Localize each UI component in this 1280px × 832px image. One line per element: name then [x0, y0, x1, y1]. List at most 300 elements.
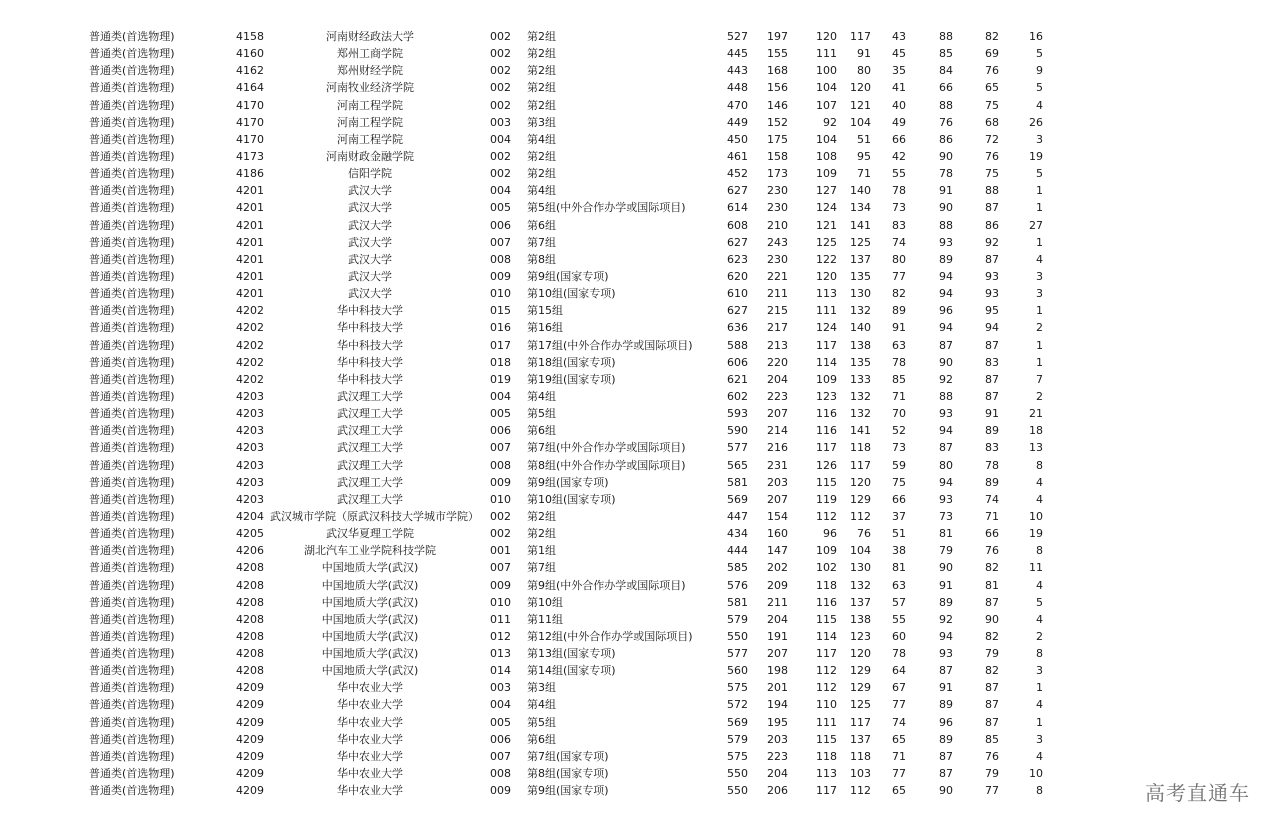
score-b-cell: 92 [823, 115, 837, 129]
group-code-cell: 005 [490, 407, 511, 421]
category-cell: 普通类(首选物理) [89, 595, 175, 609]
group-code-cell: 004 [490, 698, 511, 712]
school-name-cell: 武汉大学 [348, 269, 392, 283]
school-name-cell: 河南工程学院 [337, 132, 403, 146]
score-d-cell: 78 [892, 355, 906, 369]
group-name-cell: 第7组(国家专项) [527, 749, 609, 763]
count-cell: 1 [1036, 681, 1043, 695]
total-score-cell: 608 [727, 218, 748, 232]
school-code-cell: 4208 [236, 561, 264, 575]
score-c-cell: 120 [850, 81, 871, 95]
group-code-cell: 002 [490, 167, 511, 181]
table-row [0, 525, 1280, 542]
score-e-cell: 88 [939, 389, 953, 403]
table-row [0, 542, 1280, 559]
score-c-cell: 133 [850, 372, 871, 386]
score-f-cell: 91 [985, 407, 999, 421]
total-score-cell: 572 [727, 698, 748, 712]
score-a-cell: 191 [767, 629, 788, 643]
group-code-cell: 004 [490, 389, 511, 403]
score-a-cell: 214 [767, 424, 788, 438]
score-e-cell: 84 [939, 64, 953, 78]
score-c-cell: 125 [850, 698, 871, 712]
score-a-cell: 230 [767, 184, 788, 198]
table-row [0, 234, 1280, 251]
table-row [0, 165, 1280, 182]
category-cell: 普通类(首选物理) [89, 321, 175, 335]
table-row [0, 388, 1280, 405]
category-cell: 普通类(首选物理) [89, 629, 175, 643]
school-name-cell: 河南工程学院 [337, 98, 403, 112]
category-cell: 普通类(首选物理) [89, 218, 175, 232]
group-name-cell: 第8组(中外合作办学或国际项目) [527, 458, 686, 472]
school-code-cell: 4162 [236, 64, 264, 78]
category-cell: 普通类(首选物理) [89, 458, 175, 472]
score-c-cell: 140 [850, 184, 871, 198]
table-row [0, 714, 1280, 731]
group-code-cell: 007 [490, 235, 511, 249]
total-score-cell: 448 [727, 81, 748, 95]
count-cell: 4 [1036, 612, 1043, 626]
score-a-cell: 175 [767, 132, 788, 146]
score-e-cell: 89 [939, 732, 953, 746]
score-d-cell: 78 [892, 647, 906, 661]
score-e-cell: 89 [939, 595, 953, 609]
table-row [0, 559, 1280, 576]
group-name-cell: 第4组 [527, 698, 556, 712]
score-b-cell: 111 [816, 47, 837, 61]
group-name-cell: 第15组 [527, 304, 563, 318]
score-c-cell: 103 [850, 767, 871, 781]
count-cell: 21 [1029, 407, 1043, 421]
group-name-cell: 第4组 [527, 184, 556, 198]
score-e-cell: 93 [939, 647, 953, 661]
score-d-cell: 65 [892, 732, 906, 746]
school-name-cell: 武汉理工大学 [337, 475, 403, 489]
group-code-cell: 008 [490, 458, 511, 472]
score-d-cell: 71 [892, 389, 906, 403]
score-e-cell: 94 [939, 475, 953, 489]
score-e-cell: 88 [939, 98, 953, 112]
group-name-cell: 第10组 [527, 595, 563, 609]
score-b-cell: 121 [816, 218, 837, 232]
group-name-cell: 第2组 [527, 64, 556, 78]
score-d-cell: 74 [892, 235, 906, 249]
score-e-cell: 85 [939, 47, 953, 61]
score-f-cell: 87 [985, 698, 999, 712]
score-e-cell: 94 [939, 269, 953, 283]
category-cell: 普通类(首选物理) [89, 509, 175, 523]
category-cell: 普通类(首选物理) [89, 492, 175, 506]
score-a-cell: 207 [767, 407, 788, 421]
group-name-cell: 第9组(中外合作办学或国际项目) [527, 578, 686, 592]
category-cell: 普通类(首选物理) [89, 389, 175, 403]
score-d-cell: 40 [892, 98, 906, 112]
group-code-cell: 004 [490, 184, 511, 198]
score-c-cell: 71 [857, 167, 871, 181]
score-a-cell: 243 [767, 235, 788, 249]
school-code-cell: 4203 [236, 492, 264, 506]
score-f-cell: 87 [985, 372, 999, 386]
score-b-cell: 107 [816, 98, 837, 112]
school-name-cell: 河南财经政法大学 [326, 30, 414, 43]
score-f-cell: 74 [985, 492, 999, 506]
category-cell: 普通类(首选物理) [89, 698, 175, 712]
total-score-cell: 577 [727, 647, 748, 661]
score-a-cell: 213 [767, 338, 788, 352]
group-code-cell: 002 [490, 149, 511, 163]
score-d-cell: 89 [892, 304, 906, 318]
total-score-cell: 527 [727, 30, 748, 43]
score-e-cell: 93 [939, 407, 953, 421]
count-cell: 1 [1036, 184, 1043, 198]
score-e-cell: 96 [939, 304, 953, 318]
school-code-cell: 4164 [236, 81, 264, 95]
total-score-cell: 569 [727, 492, 748, 506]
count-cell: 26 [1029, 115, 1043, 129]
total-score-cell: 593 [727, 407, 748, 421]
count-cell: 9 [1036, 64, 1043, 78]
group-name-cell: 第10组(国家专项) [527, 287, 616, 301]
score-c-cell: 117 [850, 458, 871, 472]
score-c-cell: 104 [850, 115, 871, 129]
school-name-cell: 武汉城市学院（原武汉科技大学城市学院） [270, 509, 479, 523]
score-f-cell: 75 [985, 167, 999, 181]
group-code-cell: 007 [490, 561, 511, 575]
school-code-cell: 4203 [236, 441, 264, 455]
score-f-cell: 72 [985, 132, 999, 146]
school-code-cell: 4202 [236, 304, 264, 318]
total-score-cell: 445 [727, 47, 748, 61]
total-score-cell: 590 [727, 424, 748, 438]
school-code-cell: 4203 [236, 389, 264, 403]
score-a-cell: 204 [767, 372, 788, 386]
score-b-cell: 112 [816, 509, 837, 523]
score-c-cell: 104 [850, 544, 871, 558]
score-c-cell: 129 [850, 492, 871, 506]
school-name-cell: 武汉理工大学 [337, 492, 403, 506]
score-f-cell: 87 [985, 595, 999, 609]
score-b-cell: 110 [816, 698, 837, 712]
group-name-cell: 第9组(国家专项) [527, 784, 609, 798]
score-b-cell: 109 [816, 544, 837, 558]
score-f-cell: 78 [985, 458, 999, 472]
score-e-cell: 94 [939, 424, 953, 438]
group-code-cell: 009 [490, 269, 511, 283]
group-name-cell: 第13组(国家专项) [527, 647, 616, 661]
score-c-cell: 132 [850, 407, 871, 421]
count-cell: 1 [1036, 201, 1043, 215]
category-cell: 普通类(首选物理) [89, 167, 175, 181]
school-code-cell: 4208 [236, 647, 264, 661]
count-cell: 4 [1036, 749, 1043, 763]
table-row [0, 285, 1280, 302]
total-score-cell: 585 [727, 561, 748, 575]
school-code-cell: 4201 [236, 218, 264, 232]
score-c-cell: 132 [850, 389, 871, 403]
score-e-cell: 93 [939, 235, 953, 249]
score-f-cell: 82 [985, 664, 999, 678]
group-name-cell: 第8组 [527, 252, 556, 266]
score-c-cell: 120 [850, 475, 871, 489]
table-row [0, 782, 1280, 799]
group-code-cell: 010 [490, 492, 511, 506]
group-code-cell: 002 [490, 47, 511, 61]
school-name-cell: 中国地质大学(武汉) [321, 578, 419, 592]
score-f-cell: 76 [985, 64, 999, 78]
score-b-cell: 117 [816, 647, 837, 661]
category-cell: 普通类(首选物理) [89, 304, 175, 318]
group-name-cell: 第2组 [527, 527, 556, 541]
score-d-cell: 71 [892, 749, 906, 763]
score-b-cell: 104 [816, 81, 837, 95]
score-a-cell: 158 [767, 149, 788, 163]
school-code-cell: 4208 [236, 629, 264, 643]
score-c-cell: 141 [850, 424, 871, 438]
score-c-cell: 118 [850, 441, 871, 455]
group-name-cell: 第8组(国家专项) [527, 767, 609, 781]
count-cell: 5 [1036, 595, 1043, 609]
score-d-cell: 52 [892, 424, 906, 438]
group-name-cell: 第6组 [527, 218, 556, 232]
score-a-cell: 202 [767, 561, 788, 575]
total-score-cell: 569 [727, 715, 748, 729]
score-d-cell: 82 [892, 287, 906, 301]
score-e-cell: 90 [939, 561, 953, 575]
school-code-cell: 4202 [236, 321, 264, 335]
score-e-cell: 88 [939, 218, 953, 232]
group-name-cell: 第17组(中外合作办学或国际项目) [527, 338, 693, 352]
score-e-cell: 88 [939, 30, 953, 43]
score-c-cell: 130 [850, 561, 871, 575]
score-c-cell: 112 [850, 784, 871, 798]
score-f-cell: 79 [985, 647, 999, 661]
count-cell: 2 [1036, 629, 1043, 643]
score-b-cell: 108 [816, 149, 837, 163]
count-cell: 8 [1036, 458, 1043, 472]
score-f-cell: 87 [985, 252, 999, 266]
category-cell: 普通类(首选物理) [89, 184, 175, 198]
score-f-cell: 82 [985, 561, 999, 575]
school-code-cell: 4202 [236, 338, 264, 352]
group-name-cell: 第16组 [527, 321, 563, 335]
score-f-cell: 87 [985, 338, 999, 352]
group-name-cell: 第7组(中外合作办学或国际项目) [527, 441, 686, 455]
total-score-cell: 575 [727, 681, 748, 695]
count-cell: 2 [1036, 389, 1043, 403]
score-e-cell: 87 [939, 749, 953, 763]
score-f-cell: 69 [985, 47, 999, 61]
category-cell: 普通类(首选物理) [89, 612, 175, 626]
score-b-cell: 111 [816, 715, 837, 729]
school-name-cell: 河南牧业经济学院 [326, 81, 414, 95]
group-name-cell: 第5组(中外合作办学或国际项目) [527, 201, 686, 215]
group-name-cell: 第12组(中外合作办学或国际项目) [527, 629, 693, 643]
school-name-cell: 武汉理工大学 [337, 441, 403, 455]
school-code-cell: 4201 [236, 252, 264, 266]
score-d-cell: 81 [892, 561, 906, 575]
category-cell: 普通类(首选物理) [89, 732, 175, 746]
school-name-cell: 华中科技大学 [337, 338, 403, 352]
score-c-cell: 137 [850, 732, 871, 746]
score-f-cell: 93 [985, 269, 999, 283]
score-c-cell: 123 [850, 629, 871, 643]
score-c-cell: 76 [857, 527, 871, 541]
score-f-cell: 68 [985, 115, 999, 129]
table-row [0, 268, 1280, 285]
category-cell: 普通类(首选物理) [89, 715, 175, 729]
total-score-cell: 627 [727, 304, 748, 318]
school-name-cell: 武汉大学 [348, 252, 392, 266]
group-name-cell: 第9组(国家专项) [527, 475, 609, 489]
table-row [0, 474, 1280, 491]
score-b-cell: 111 [816, 304, 837, 318]
total-score-cell: 623 [727, 252, 748, 266]
school-name-cell: 中国地质大学(武汉) [321, 612, 419, 626]
group-name-cell: 第6组 [527, 732, 556, 746]
score-f-cell: 90 [985, 612, 999, 626]
score-e-cell: 90 [939, 355, 953, 369]
score-a-cell: 201 [767, 681, 788, 695]
table-row [0, 371, 1280, 388]
count-cell: 10 [1029, 767, 1043, 781]
school-name-cell: 中国地质大学(武汉) [321, 561, 419, 575]
total-score-cell: 443 [727, 64, 748, 78]
table-row [0, 148, 1280, 165]
school-code-cell: 4209 [236, 698, 264, 712]
score-a-cell: 220 [767, 355, 788, 369]
category-cell: 普通类(首选物理) [89, 47, 175, 61]
category-cell: 普通类(首选物理) [89, 441, 175, 455]
group-name-cell: 第2组 [527, 98, 556, 112]
score-f-cell: 76 [985, 749, 999, 763]
table-row [0, 217, 1280, 234]
score-f-cell: 94 [985, 321, 999, 335]
score-e-cell: 91 [939, 578, 953, 592]
category-cell: 普通类(首选物理) [89, 664, 175, 678]
school-name-cell: 华中科技大学 [337, 304, 403, 318]
score-b-cell: 114 [816, 355, 837, 369]
table-row [0, 114, 1280, 131]
score-d-cell: 91 [892, 321, 906, 335]
group-name-cell: 第10组(国家专项) [527, 492, 616, 506]
score-b-cell: 116 [816, 407, 837, 421]
score-c-cell: 129 [850, 664, 871, 678]
score-b-cell: 114 [816, 629, 837, 643]
category-cell: 普通类(首选物理) [89, 544, 175, 558]
count-cell: 7 [1036, 372, 1043, 386]
table-row [0, 748, 1280, 765]
total-score-cell: 579 [727, 732, 748, 746]
score-e-cell: 90 [939, 201, 953, 215]
table-row [0, 439, 1280, 456]
score-f-cell: 87 [985, 715, 999, 729]
category-cell: 普通类(首选物理) [89, 527, 175, 541]
score-a-cell: 216 [767, 441, 788, 455]
score-c-cell: 112 [850, 509, 871, 523]
score-d-cell: 64 [892, 664, 906, 678]
score-e-cell: 91 [939, 184, 953, 198]
group-name-cell: 第5组 [527, 407, 556, 421]
score-f-cell: 76 [985, 149, 999, 163]
score-a-cell: 204 [767, 612, 788, 626]
group-name-cell: 第5组 [527, 715, 556, 729]
group-code-cell: 006 [490, 424, 511, 438]
score-d-cell: 63 [892, 338, 906, 352]
score-f-cell: 87 [985, 681, 999, 695]
table-row [0, 679, 1280, 696]
score-d-cell: 57 [892, 595, 906, 609]
school-name-cell: 华中科技大学 [337, 321, 403, 335]
category-cell: 普通类(首选物理) [89, 578, 175, 592]
category-cell: 普通类(首选物理) [89, 252, 175, 266]
score-d-cell: 77 [892, 767, 906, 781]
total-score-cell: 579 [727, 612, 748, 626]
total-score-cell: 447 [727, 509, 748, 523]
score-e-cell: 90 [939, 149, 953, 163]
table-row [0, 97, 1280, 114]
school-code-cell: 4202 [236, 355, 264, 369]
score-a-cell: 217 [767, 321, 788, 335]
group-code-cell: 002 [490, 64, 511, 78]
score-a-cell: 146 [767, 98, 788, 112]
score-e-cell: 79 [939, 544, 953, 558]
group-name-cell: 第2组 [527, 509, 556, 523]
score-f-cell: 77 [985, 784, 999, 798]
score-b-cell: 124 [816, 201, 837, 215]
group-code-cell: 003 [490, 115, 511, 129]
group-code-cell: 005 [490, 201, 511, 215]
school-code-cell: 4209 [236, 784, 264, 798]
score-b-cell: 118 [816, 578, 837, 592]
school-name-cell: 华中农业大学 [337, 715, 403, 729]
score-c-cell: 118 [850, 749, 871, 763]
score-e-cell: 90 [939, 784, 953, 798]
score-d-cell: 59 [892, 458, 906, 472]
score-a-cell: 223 [767, 749, 788, 763]
table-row [0, 302, 1280, 319]
category-cell: 普通类(首选物理) [89, 149, 175, 163]
total-score-cell: 581 [727, 475, 748, 489]
school-code-cell: 4208 [236, 595, 264, 609]
score-f-cell: 89 [985, 424, 999, 438]
score-d-cell: 73 [892, 201, 906, 215]
school-name-cell: 华中农业大学 [337, 698, 403, 712]
group-name-cell: 第11组 [527, 612, 563, 626]
score-b-cell: 115 [816, 612, 837, 626]
group-code-cell: 009 [490, 578, 511, 592]
count-cell: 8 [1036, 544, 1043, 558]
total-score-cell: 444 [727, 544, 748, 558]
group-name-cell: 第19组(国家专项) [527, 372, 616, 386]
count-cell: 11 [1029, 561, 1043, 575]
score-b-cell: 113 [816, 287, 837, 301]
count-cell: 1 [1036, 304, 1043, 318]
total-score-cell: 602 [727, 389, 748, 403]
group-name-cell: 第7组 [527, 235, 556, 249]
group-code-cell: 002 [490, 81, 511, 95]
score-f-cell: 82 [985, 30, 999, 43]
admission-score-table [0, 28, 1280, 799]
score-d-cell: 37 [892, 509, 906, 523]
count-cell: 5 [1036, 81, 1043, 95]
table-row [0, 405, 1280, 422]
score-a-cell: 207 [767, 647, 788, 661]
score-c-cell: 138 [850, 338, 871, 352]
category-cell: 普通类(首选物理) [89, 424, 175, 438]
score-d-cell: 74 [892, 715, 906, 729]
score-a-cell: 211 [767, 595, 788, 609]
